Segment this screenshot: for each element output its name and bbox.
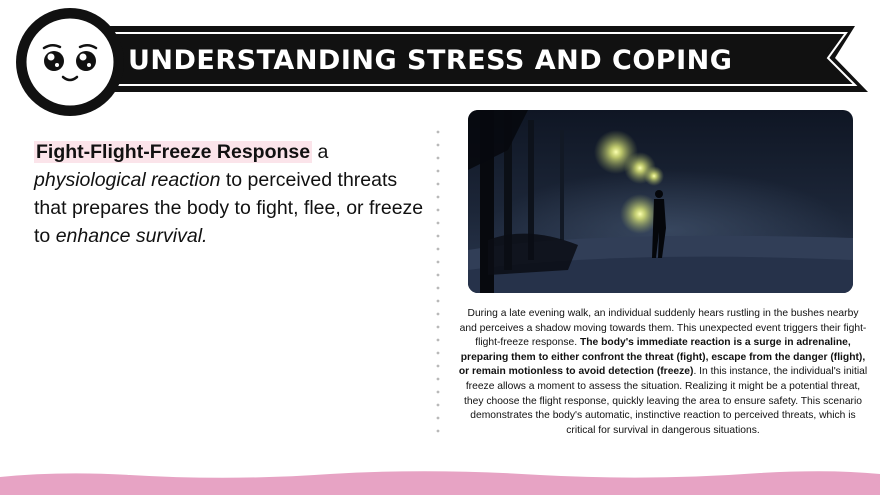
- night-walk-photo: [468, 110, 853, 293]
- dotted-divider: [436, 130, 440, 442]
- scenario-paragraph: [458, 307, 868, 438]
- definition-text-1: a: [312, 141, 329, 163]
- definition-text-2: to perceived threats that prepares the body to fight, flee, or freeze to: [34, 169, 424, 247]
- scenario-intro: During a late evening walk, an individual suddenly hears rustling in the bushes nearby and perceives a shadow moving towards them. This unexpected event triggers their fight-flight-freeze response.: [459, 308, 867, 349]
- definition-term: Fight-Flight-Freeze Response: [36, 141, 311, 163]
- scenario-bold: The body's immediate reaction is a surge in adrenaline, preparing them to either confront the threat (fight), escape from the danger (flight), or remain motionless to avoid detection (freeze): [458, 337, 866, 378]
- bottom-wave: [0, 465, 880, 495]
- definition-italic-2: enhance survival.: [55, 225, 208, 247]
- definition-italic-1: physiological reaction: [34, 169, 221, 191]
- page-title: UNDERSTANDING STRESS AND COPING: [128, 45, 733, 76]
- header-banner: [0, 0, 880, 120]
- scenario-outro: . In this instance, the individual's initial freeze allows a moment to assess the situation. Realizing it might be a potential threat, they choose the flight response, quickly leaving the area to ensure safety. This scenario demonstrates the body's automatic, instinctive reaction to perceived threats, which is critical for survival in dangerous situations.: [464, 366, 868, 436]
- definition-text: [34, 138, 426, 250]
- smiley-face-icon: [14, 6, 126, 118]
